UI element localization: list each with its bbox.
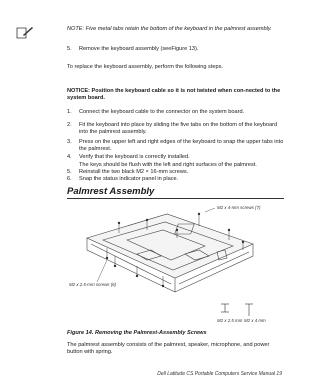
step-text: Fit the keyboard into place by sliding the five tabs on the bottom of the keyboard into the palmrest assembly. — [79, 122, 278, 136]
step-detail-text: The keys should be flush with the left and right surfaces of the palmrest. — [79, 162, 257, 168]
palmrest-chassis-drawing — [87, 214, 253, 292]
note-pencil-icon — [16, 26, 34, 40]
figure-label-left: M2 x 2.5-mm screws (6) — [69, 282, 117, 287]
step-text: Reinstall the two black M2 × 16-mm screws. — [79, 169, 189, 175]
screw-label-b: M2 x 4 mm — [244, 318, 266, 323]
step-text: Verify that the keyboard is correctly installed. — [79, 154, 190, 160]
step-number: 6. — [67, 176, 72, 182]
page-footer: Dell Latitude CS Portable Computers Service Manual 19 — [157, 371, 282, 377]
section-title: Palmrest Assembly — [67, 186, 155, 197]
step-text: Remove the keyboard assembly (seeFigure 13). — [79, 46, 199, 52]
section-rule — [67, 198, 284, 199]
step-number: 3. — [67, 139, 72, 145]
notice-text: NOTICE: Position the keyboard cable so it is not twisted when con-nected to the system board. — [67, 88, 281, 102]
step-text: Press on the upper left and right edges of the keyboard to snap the upper tabs into the palmrest. — [79, 139, 284, 153]
step-number: 4. — [67, 154, 72, 160]
figure-label-top: M2 x 4-mm screws (7) — [217, 205, 261, 210]
step-text: Connect the keyboard cable to the connector on the system board. — [79, 109, 245, 115]
figure-caption: Figure 14. Removing the Palmrest-Assembly Screws — [67, 330, 207, 336]
screw-label-a: M2 x 2.5 mm — [217, 318, 243, 323]
step-number: 2. — [67, 122, 72, 128]
step-text: Snap the status indicator panel in place. — [79, 176, 179, 182]
body-paragraph: The palmrest assembly consists of the palmrest, speaker, microphone, and power button with spring. — [67, 342, 270, 356]
screw-size-legend — [221, 304, 253, 316]
step-number: 5. — [67, 46, 72, 52]
step-number: 1. — [67, 109, 72, 115]
intro-text: To replace the keyboard assembly, perform the following steps. — [67, 64, 223, 70]
note-text: NOTE: Five metal tabs retain the bottom of the keyboard in the palmrest assembly. — [67, 26, 272, 32]
step-number: 5. — [67, 169, 72, 175]
palmrest-figure — [67, 200, 284, 328]
